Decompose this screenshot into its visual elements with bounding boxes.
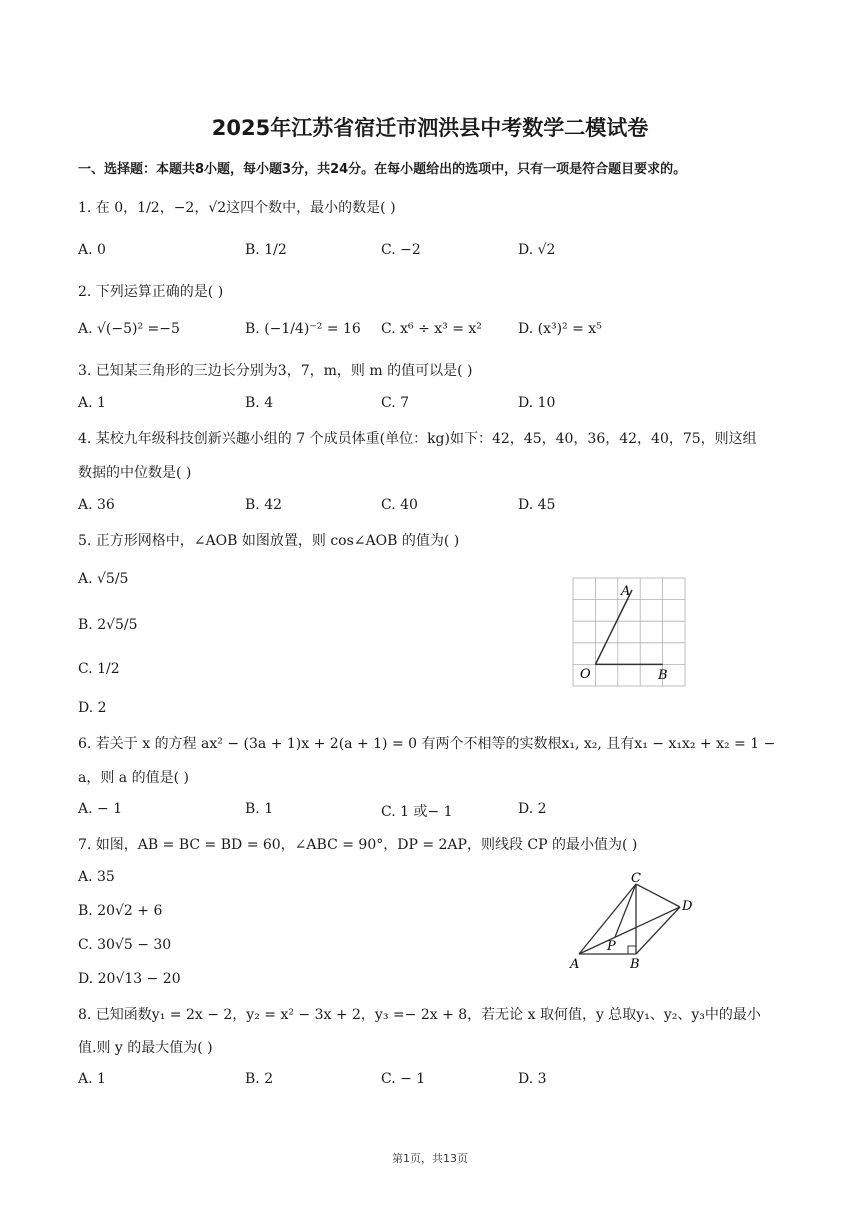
q3-option-a: A. 1	[78, 395, 106, 411]
question-2-stem: 2. 下列运算正确的是( )	[78, 284, 224, 300]
label-A: A	[570, 957, 580, 972]
label-P: P	[607, 939, 616, 954]
q4-option-a: A. 36	[78, 497, 115, 513]
q5-option-a: A. √5/5	[78, 571, 129, 587]
question-7-stem: 7. 如图，AB = BC = BD = 60，∠ABC = 90°，DP = 2AP，则线段 CP 的最小值为( )	[78, 837, 638, 853]
page-footer: 第1页，共13页	[392, 1152, 468, 1165]
question-3-stem: 3. 已知某三角形的三边长分别为3，7，m，则 m 的值可以是( )	[78, 363, 473, 379]
q6-option-d: D. 2	[518, 801, 547, 817]
q8-option-a: A. 1	[78, 1071, 106, 1087]
q2-option-b: B. (−1/4)⁻² = 16	[245, 321, 361, 337]
q4-option-d: D. 45	[518, 497, 556, 513]
q4-option-b: B. 42	[245, 497, 283, 513]
label-O: O	[580, 667, 591, 682]
q2-option-c: C. x⁶ ÷ x³ = x²	[381, 321, 482, 337]
page-title: 2025年江苏省宿迁市泗洪县中考数学二模试卷	[211, 116, 649, 140]
q3-option-c: C. 7	[381, 395, 410, 411]
q2-option-a: A. √(−5)² =−5	[78, 321, 180, 337]
q5-option-b: B. 2√5/5	[78, 617, 138, 633]
question-1-stem: 1. 在 0，1/2，−2，√2这四个数中，最小的数是( )	[78, 200, 396, 216]
q1-option-a: A. 0	[78, 242, 106, 258]
q8-option-d: D. 3	[518, 1071, 547, 1087]
q3-option-d: D. 10	[518, 395, 556, 411]
q4-option-c: C. 40	[381, 497, 418, 513]
q1-option-b: B. 1/2	[245, 242, 287, 258]
q6-option-b: B. 1	[245, 801, 274, 817]
label-A: A	[621, 584, 631, 599]
q7-option-c: C. 30√5 − 30	[78, 937, 172, 953]
q1-option-c: C. −2	[381, 242, 421, 258]
q1-option-d: D. √2	[518, 242, 556, 258]
label-B: B	[630, 957, 640, 972]
q5-option-c: C. 1/2	[78, 661, 120, 677]
question-6-stem-line1: 6. 若关于 x 的方程 ax² − (3a + 1)x + 2(a + 1) = 0 有两个不相等的实数根x₁, x₂, 且有x₁ − x₁x₂ + x₂ = 1 −	[78, 736, 776, 752]
question-4-stem-line2: 数据的中位数是( )	[78, 465, 192, 481]
q7-option-a: A. 35	[78, 869, 115, 885]
question-4-stem-line1: 4. 某校九年级科技创新兴趣小组的 7 个成员体重(单位：kg)如下：42，45，40，36，42，40，75，则这组	[78, 431, 757, 447]
q2-option-d: D. (x³)² = x⁵	[518, 321, 602, 337]
q5-grid-figure	[570, 575, 690, 691]
q8-option-c: C. − 1	[381, 1071, 426, 1087]
q3-option-b: B. 4	[245, 395, 274, 411]
question-8-stem-line2: 值.则 y 的最大值为( )	[78, 1040, 213, 1056]
q6-option-a: A. − 1	[78, 801, 123, 817]
q7-option-d: D. 20√13 − 20	[78, 971, 181, 987]
label-B: B	[658, 668, 668, 683]
question-6-stem-line2: a，则 a 的值是( )	[78, 770, 189, 786]
q6-option-c: C. 1 或− 1	[381, 804, 453, 820]
question-5-stem: 5. 正方形网格中，∠AOB 如图放置，则 cos∠AOB 的值为( )	[78, 533, 460, 549]
label-C: C	[631, 872, 641, 886]
q7-option-b: B. 20√2 + 6	[78, 903, 163, 919]
label-D: D	[682, 899, 693, 914]
question-8-stem-line1: 8. 已知函数y₁ = 2x − 2，y₂ = x² − 3x + 2，y₃ =− 2x + 8，若无论 x 取何值，y 总取y₁、y₂、y₃中的最小	[78, 1007, 761, 1023]
q8-option-b: B. 2	[245, 1071, 274, 1087]
q7-geometry-figure	[565, 872, 700, 972]
section-heading: 一、选择题：本题共8小题，每小题3分，共24分。在每小题给出的选项中，只有一项是符合题目要求的。	[78, 162, 687, 177]
q5-option-d: D. 2	[78, 700, 107, 716]
ray-OA	[595, 590, 632, 664]
